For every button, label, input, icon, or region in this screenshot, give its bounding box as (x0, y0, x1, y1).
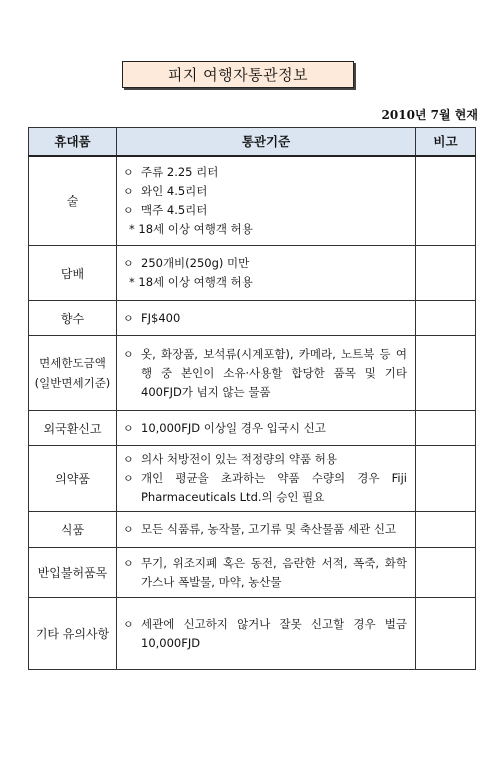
remarks-cell (416, 446, 476, 512)
standard-item (123, 615, 407, 653)
category-cell: 반입불허품목 (29, 548, 117, 598)
standard-item-text: 주류 2.25 리터 (141, 164, 219, 179)
bullet-icon: ㅇ (123, 617, 134, 631)
table-row (29, 548, 476, 598)
category-cell: 외국환신고 (29, 411, 117, 446)
standard-cell (117, 336, 416, 411)
standard-cell (117, 446, 416, 512)
standard-item-text: 무기, 위조지폐 혹은 동전, 음란한 서적, 폭죽, 화학 가스나 폭발물, 마약, 농산물 (141, 555, 407, 589)
standard-item-text: 250개비(250g) 미만 (141, 256, 250, 270)
category-cell: 담배 (29, 246, 117, 301)
standard-item (123, 469, 407, 507)
bullet-icon: ㅇ (123, 347, 134, 361)
table-row (29, 336, 476, 411)
bullet-icon: ㅇ (123, 523, 134, 536)
remarks-cell (416, 156, 476, 246)
bullet-icon: ㅇ (123, 257, 134, 270)
standard-item (123, 554, 407, 592)
bullet-icon: ㅇ (123, 311, 134, 325)
table-body (29, 156, 476, 670)
bullet-icon: ㅇ (123, 556, 134, 570)
standard-item-text: 세관에 신고하지 않거나 잘못 신고할 경우 벌금 10,000FJD (141, 616, 407, 650)
table-row (29, 301, 476, 336)
remarks-cell (416, 512, 476, 548)
table-row (29, 512, 476, 548)
category-cell: 향수 (29, 301, 117, 336)
bullet-icon: ㅇ (123, 165, 134, 179)
category-cell: 면세한도금액 (일반면세기준) (29, 336, 117, 411)
standard-item (123, 345, 407, 402)
standard-cell (117, 156, 416, 246)
standard-item-text: 와인 4.5리터 (141, 183, 208, 198)
bullet-icon: ㅇ (123, 421, 134, 435)
category-cell: 의약품 (29, 446, 117, 512)
remarks-cell (416, 336, 476, 411)
standard-item (123, 450, 407, 469)
table-row (29, 246, 476, 301)
standard-cell (117, 301, 416, 336)
header-remarks: 비고 (416, 128, 476, 156)
customs-table (28, 127, 476, 670)
standard-item (123, 254, 407, 273)
standard-item (123, 163, 407, 182)
as-of-date: 2010년 7월 현재 (381, 108, 478, 122)
remarks-cell (416, 411, 476, 446)
category-cell: 식품 (29, 512, 117, 548)
bullet-icon: ㅇ (123, 184, 134, 198)
table-row (29, 446, 476, 512)
header-standard: 통관기준 (117, 128, 416, 156)
standard-item-text: 10,000FJD 이상일 경우 입국시 신고 (141, 420, 326, 435)
standard-item-text: FJ$400 (141, 310, 181, 325)
table-row (29, 156, 476, 246)
remarks-cell (416, 548, 476, 598)
table-row (29, 411, 476, 446)
standard-item (123, 520, 407, 539)
standard-item (123, 309, 407, 328)
category-cell: 술 (29, 156, 117, 246)
standard-item (123, 201, 407, 220)
table-header-row (29, 128, 476, 156)
standard-note: * 18세 이상 여행객 허용 (129, 275, 253, 289)
standard-note: * 18세 이상 여행객 허용 (129, 221, 253, 236)
standard-item-text: 모든 식품류, 농작물, 고기류 및 축산물품 세관 신고 (141, 522, 397, 536)
remarks-cell (416, 598, 476, 670)
page-title: 피지 여행자통관정보 (122, 61, 354, 88)
standard-item-text: 옷, 화장품, 보석류(시계포함), 카메라, 노트북 등 여행 중 본인이 소유·사용할 합당한 품목 및 기타 400FJD가 넘지 않는 물품 (141, 346, 407, 399)
remarks-cell (416, 246, 476, 301)
standard-item-text: 의사 처방전이 있는 적정량의 약품 허용 (141, 452, 338, 466)
category-cell: 기타 유의사항 (29, 598, 117, 670)
standard-cell (117, 598, 416, 670)
standard-cell (117, 411, 416, 446)
bullet-icon: ㅇ (123, 453, 134, 466)
standard-cell (117, 548, 416, 598)
bullet-icon: ㅇ (123, 203, 134, 217)
bullet-icon: ㅇ (123, 472, 134, 485)
standard-item (123, 419, 407, 438)
header-item: 휴대품 (29, 128, 117, 156)
standard-cell (117, 512, 416, 548)
standard-item-text: 맥주 4.5리터 (141, 202, 208, 217)
standard-item (123, 182, 407, 201)
table-row (29, 598, 476, 670)
standard-cell (117, 246, 416, 301)
remarks-cell (416, 301, 476, 336)
standard-item-text: 개인 평균을 초과하는 약품 수량의 경우 Fiji Pharmaceuticals Ltd.의 승인 필요 (141, 471, 407, 504)
